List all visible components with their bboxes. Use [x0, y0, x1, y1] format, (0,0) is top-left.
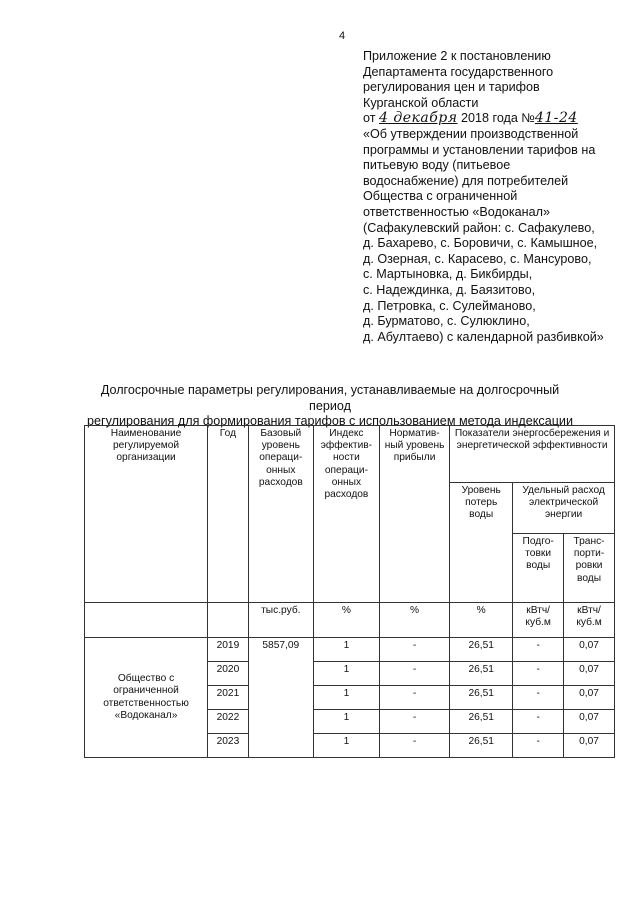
header-date-line	[363, 111, 633, 127]
title-line-1: Долгосрочные параметры регулирования, устанавливаемые на долгосрочный период	[100, 383, 560, 413]
header-body-line: «Об утверждении производственной	[363, 126, 579, 141]
header-body-line: питьевую воду (питьевое	[363, 158, 511, 173]
unit-base: тыс.руб.	[248, 603, 313, 638]
unit-transportation: кВтч/ куб.м	[564, 603, 615, 638]
cell-year: 2023	[208, 734, 249, 758]
header-line: регулирования цен и тарифов	[363, 80, 540, 95]
header-line: Приложение 2 к постановлению	[363, 49, 551, 63]
cell-profit: -	[379, 710, 449, 734]
header-body-line: ответственностью «Водоканал»	[363, 204, 550, 219]
unit-loss: %	[450, 603, 513, 638]
table-row	[85, 638, 615, 662]
header-preparation: Подго-товки воды	[513, 534, 564, 603]
header-base-level: Базовый уровень операци-онных расходов	[248, 426, 313, 603]
header-body-line: водоснабжение) для потребителей	[363, 173, 569, 188]
cell-transportation: 0,07	[564, 710, 615, 734]
cell-transportation: 0,07	[564, 686, 615, 710]
cell-index: 1	[313, 734, 379, 758]
appendix-header	[363, 49, 633, 345]
header-body-line: д. Петровка, с. Сулейманово,	[363, 298, 536, 313]
cell-index: 1	[313, 638, 379, 662]
cell-loss: 26,51	[450, 662, 513, 686]
unit-index: %	[313, 603, 379, 638]
header-body-line: д. Бурматово, с. Сулюклино,	[363, 314, 530, 329]
cell-transportation: 0,07	[564, 662, 615, 686]
cell-preparation: -	[513, 686, 564, 710]
cell-index: 1	[313, 662, 379, 686]
cell-preparation: -	[513, 662, 564, 686]
header-body-line: программы и установлении тарифов на	[363, 142, 596, 157]
handwritten-number: 41-24	[534, 110, 578, 127]
organization-name: Общество с ограниченной ответственностью «Водоканал»	[85, 638, 208, 758]
unit-empty	[85, 603, 208, 638]
date-prefix: от	[363, 111, 376, 126]
cell-transportation: 0,07	[564, 638, 615, 662]
header-body-line: д. Абултаево) с календарной разбивкой»	[363, 329, 604, 344]
header-energy-indicators: Показатели энергосбережения и энергетической эффективности	[450, 426, 615, 483]
cell-base-value: 5857,09	[248, 638, 313, 758]
header-body-line: д. Озерная, с. Карасево, с. Мансурово,	[363, 251, 592, 266]
handwritten-date: 4 декабря	[379, 110, 458, 127]
header-body-line: д. Бахарево, с. Боровичи, с. Камышное,	[363, 236, 598, 251]
title-line-2: регулирования для формирования тарифов с использованием метода индексации	[87, 414, 573, 428]
header-body-line: с. Надеждинка, д. Баязитово,	[363, 282, 536, 297]
unit-preparation: кВтч/ куб.м	[513, 603, 564, 638]
cell-loss: 26,51	[450, 710, 513, 734]
cell-profit: -	[379, 686, 449, 710]
header-profit-level: Норматив-ный уровень прибыли	[379, 426, 449, 603]
cell-profit: -	[379, 662, 449, 686]
document-title	[80, 383, 580, 430]
cell-profit: -	[379, 638, 449, 662]
cell-profit: -	[379, 734, 449, 758]
header-water-loss: Уровень потерь воды	[450, 483, 513, 603]
cell-index: 1	[313, 710, 379, 734]
cell-year: 2021	[208, 686, 249, 710]
cell-year: 2019	[208, 638, 249, 662]
unit-empty	[208, 603, 249, 638]
header-body-line: Общества с ограниченной	[363, 189, 518, 204]
cell-loss: 26,51	[450, 734, 513, 758]
cell-loss: 26,51	[450, 686, 513, 710]
cell-year: 2020	[208, 662, 249, 686]
header-specific-energy: Удельный расход электрической энергии	[513, 483, 615, 534]
page-number: 4	[338, 30, 346, 42]
header-organization: Наименование регулируемой организации	[85, 426, 208, 603]
cell-preparation: -	[513, 638, 564, 662]
parameters-table	[84, 425, 615, 758]
cell-year: 2022	[208, 710, 249, 734]
header-body-line: (Сафакулевский район: с. Сафакулево,	[363, 220, 595, 235]
cell-loss: 26,51	[450, 638, 513, 662]
header-efficiency-index: Индекс эффектив-ности операци-онных расходов	[313, 426, 379, 603]
header-body	[363, 127, 633, 345]
header-transportation: Транс-порти-ровки воды	[564, 534, 615, 603]
cell-index: 1	[313, 686, 379, 710]
header-line: Курганской области	[363, 95, 479, 110]
cell-preparation: -	[513, 710, 564, 734]
header-body-line: с. Мартыновка, д. Бикбирды,	[363, 267, 533, 282]
header-line: Департамента государственного	[363, 64, 554, 79]
date-year: 2018 года №	[461, 111, 535, 126]
unit-profit: %	[379, 603, 449, 638]
cell-transportation: 0,07	[564, 734, 615, 758]
cell-preparation: -	[513, 734, 564, 758]
header-year: Год	[208, 426, 249, 603]
